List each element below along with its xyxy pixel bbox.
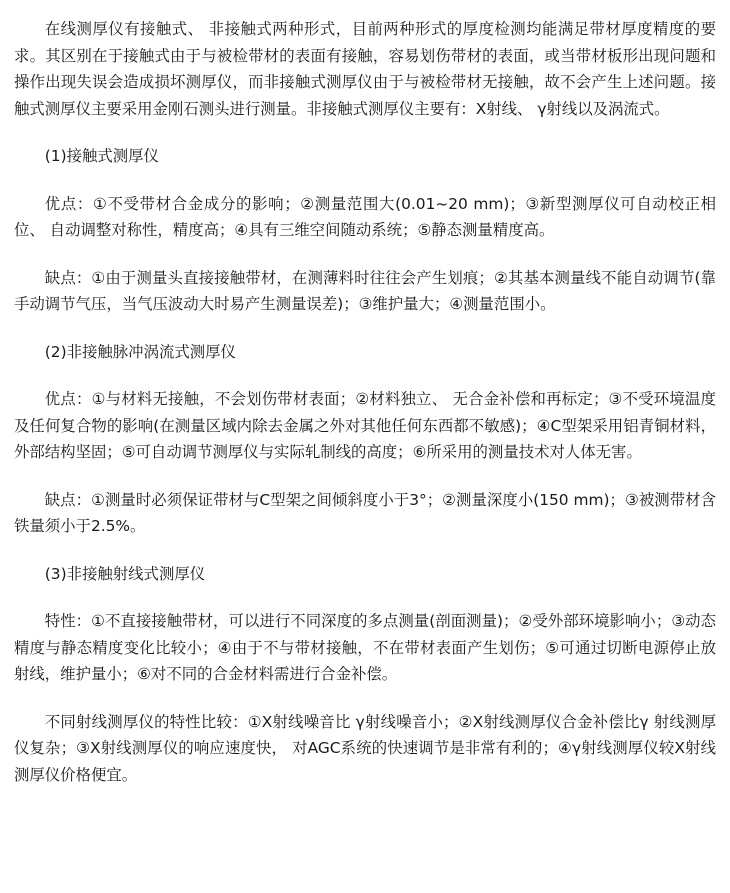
section3-features: 特性：①不直接接触带材，可以进行不同深度的多点测量(剖面测量)；②受外部环境影响小；③动态精度与静态精度变化比较小；④由于不与带材接触，不在带材表面产生划伤；⑤可通过切断电源停止放射线，维护量小；⑥对不同的合金材料需进行合金补偿。	[14, 612, 716, 683]
section3-comparison: 不同射线测厚仪的特性比较：①X射线噪音比 γ射线噪音小；②X射线测厚仪合金补偿比γ 射线测厚仪复杂；③X射线测厚仪的响应速度快， 对AGC系统的快速调节是非常有利的；④γ射线测厚仪较X射线测厚仪价格便宜。	[14, 712, 716, 784]
section2-cons: 缺点：①测量时必须保证带材与C型架之间倾斜度小于3°；②测量深度小(150 mm)；③被测带材含铁量须小于2.5%。	[14, 490, 716, 535]
section1-cons: 缺点：①由于测量头直接接触带材，在测薄料时往往会产生划痕；②其基本测量线不能自动调节(靠手动调节气压，当气压波动大时易产生测量误差)；③维护量大；④测量范围小。	[14, 268, 716, 313]
section2-heading: (2)非接触脉冲涡流式测厚仪	[44, 342, 236, 361]
intro-paragraph: 在线测厚仪有接触式、 非接触式两种形式，目前两种形式的厚度检测均能满足带材厚度精度的要求。其区别在于接触式由于与被检带材的表面有接触，容易划伤带材的表面，或当带材板形出现问题和操作出现失误会造成损坏测厚仪，而非接触式测厚仪由于与被检带材无接触，故不会产生上述问题。接触式测厚仪主要采用金刚石测头进行测量。非接触式测厚仪主要有：X射线、 γ射线以及涡流式。	[14, 20, 716, 118]
section1-pros: 优点：①不受带材合金成分的影响；②测量范围大(0.01~20 mm)；③新型测厚仪可自动校正相位、 自动调整对称性，精度高；④具有三维空间随动系统；⑤静态测量精度高。	[14, 194, 716, 239]
article-body	[14, 16, 716, 788]
section2-pros: 优点：①与材料无接触，不会划伤带材表面；②材料独立、 无合金补偿和再标定；③不受环境温度及任何复合物的影响(在测量区域内除去金属之外对其他任何东西都不敏感)；④C型架采用铝青铜材料，外部结构坚固；⑤可自动调节测厚仪与实际轧制线的高度；⑥所采用的测量技术对人体无害。	[14, 390, 716, 461]
section1-heading: (1)接触式测厚仪	[44, 147, 159, 165]
section3-heading: (3)非接触射线式测厚仪	[44, 564, 206, 583]
